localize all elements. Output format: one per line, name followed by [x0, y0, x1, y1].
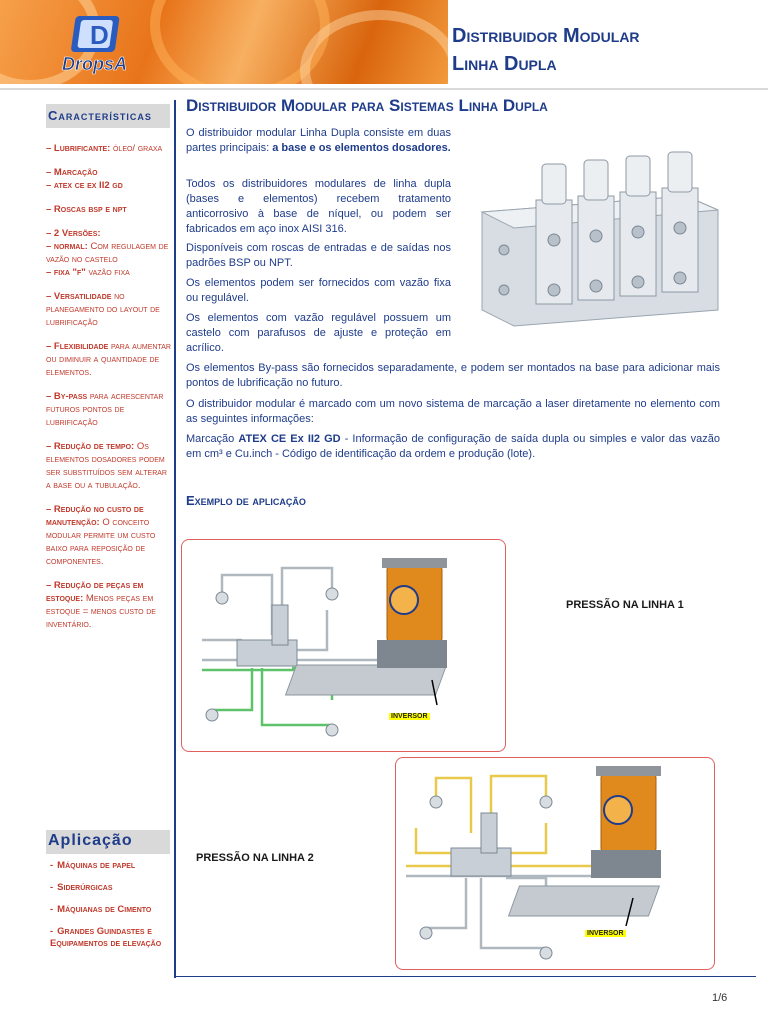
document-title — [452, 22, 752, 78]
list-item: – Marcação — [46, 167, 98, 178]
title-line-1: Distribuidor Modular — [452, 25, 640, 47]
page-number: 1/6 — [712, 992, 728, 1004]
inversor-label: INVERSOR — [391, 713, 428, 720]
header-banner — [0, 0, 448, 84]
paragraph-6: Os elementos By-pass são fornecidos separadamente, e podem ser montados na base para adicionar mais pontos de lubrificação no futuro. — [186, 362, 720, 389]
application-list — [50, 860, 174, 960]
list-item: – Redução no custo de manutenção: O conceito modular permite um custo baixo para reposição de componentes. — [46, 504, 156, 567]
sidebar — [46, 104, 172, 642]
title-line-2: Linha Dupla — [452, 53, 557, 75]
pressure-line-2-label: PRESSÃO NA LINHA 2 — [196, 852, 314, 864]
list-item: – Lubrificante: óleo/ graxa — [46, 143, 163, 154]
characteristics-heading: Características — [46, 104, 170, 128]
list-item: - Grandes Guindastes e Equipamentos de elevação — [50, 926, 162, 949]
list-item: - Máquianas de Cimento — [50, 904, 152, 915]
list-item: – Redução de tempo: Os elementos dosadores podem ser substituídos sem alterar a base ou a tubulação. — [46, 441, 167, 491]
column-divider — [174, 100, 176, 978]
list-item: – By-pass para acrescentar futuros pontos de lubrificação — [46, 391, 164, 428]
paragraph-5: Os elementos com vazão regulável possuem um castelo com parafusos de ajuste e proteção em acrílico. — [186, 312, 451, 354]
list-item: – Versatilidade no planegamento do layout de lubrificação — [46, 291, 160, 328]
list-item: – 2 Versões: — [46, 228, 101, 239]
list-item: – atex ce ex II2 gd — [46, 180, 123, 191]
diagram-pressure-line-2 — [395, 757, 715, 970]
paragraph-1: O distribuidor modular Linha Dupla consiste em duas partes principais: a base e os elementos dosadores. — [186, 127, 451, 154]
pressure-line-1-label: PRESSÃO NA LINHA 1 — [566, 599, 684, 611]
list-item: - Siderúrgicas — [50, 882, 113, 893]
diagram-pressure-line-1 — [181, 539, 506, 752]
svg-text:DropsA: DropsA — [62, 54, 128, 74]
dropsa-logo — [54, 14, 154, 76]
list-item: – normal: Com regulagem de vazão no castelo — [46, 241, 169, 265]
paragraph-8: Marcação ATEX CE Ex II2 GD - Informação de configuração de saída dupla ou simples e valor das vazão em cm³ e Cu.inch - Código de identificação da ordem e produção (lote). — [186, 433, 720, 460]
paragraph-4: Os elementos podem ser fornecidos com vazão fixa ou regulável. — [186, 277, 451, 304]
list-item: – Flexibilidade para aumentar ou diminuir a quantidade de elementos. — [46, 341, 171, 378]
list-item: – Redução de peças em estoque: Menos peças em estoque = menos custo de inventário. — [46, 580, 156, 630]
paragraph-3: Disponíveis com roscas de entradas e de saídas nos padrões BSP ou NPT. — [186, 242, 451, 269]
footer-divider — [174, 976, 756, 977]
inversor-label: INVERSOR — [587, 930, 624, 937]
modular-distributor-image — [476, 150, 724, 340]
section-title: Distribuidor Modular para Sistemas Linha Dupla — [186, 96, 548, 115]
paragraph-7: O distribuidor modular é marcado com um novo sistema de marcação a laser diretamente no elemento com as seguintes informações: — [186, 398, 720, 425]
list-item: – Roscas bsp e npt — [46, 204, 127, 215]
lubrication-system-diagram — [182, 540, 506, 752]
lubrication-system-diagram — [396, 758, 715, 970]
list-item: - Máquinas de papel — [50, 860, 136, 871]
example-heading: Exemplo de aplicação — [186, 493, 306, 508]
application-heading: Aplicação — [46, 830, 170, 854]
page-header — [0, 0, 768, 84]
svg-text:D: D — [90, 20, 109, 50]
header-divider — [0, 88, 768, 90]
paragraph-2: Todos os distribuidores modulares de linha dupla (bases e elementos) recebem tratamento anticorrosivo à base de níquel, ou podem ser fabricados em aço inox AISI 316. — [186, 178, 451, 235]
list-item: – fixa "f" vazão fixa — [46, 267, 130, 278]
characteristics-list — [46, 142, 172, 631]
